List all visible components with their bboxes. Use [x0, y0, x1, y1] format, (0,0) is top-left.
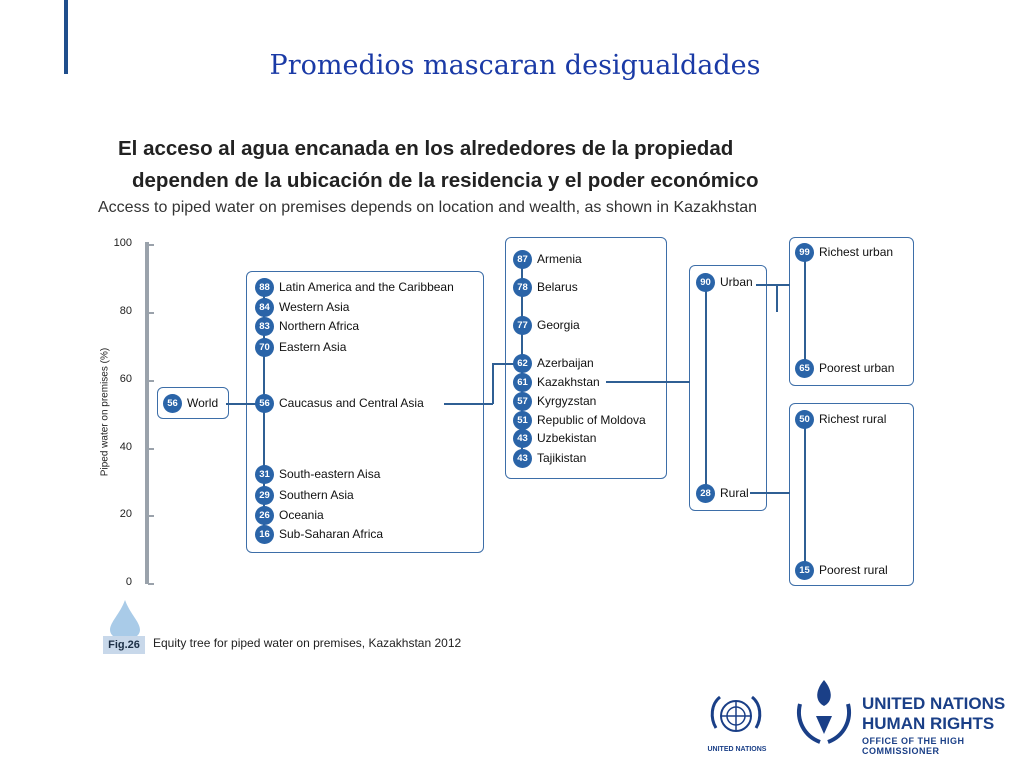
node-label: Richest rural — [819, 412, 887, 426]
value-badge: 28 — [696, 484, 715, 503]
node-label: Northern Africa — [279, 319, 360, 333]
node-region — [255, 394, 424, 412]
y-tick-label: 20 — [119, 508, 132, 520]
slide-title: Promedios mascaran desigualdades — [269, 50, 761, 81]
node-region — [255, 298, 349, 316]
ohchr-text-line-2: HUMAN RIGHTS — [862, 714, 995, 733]
ohchr-text-line-1: UNITED NATIONS — [862, 694, 1006, 713]
node-region — [255, 338, 346, 356]
node-label: Belarus — [537, 280, 578, 294]
node-label: Rural — [720, 486, 749, 500]
y-axis-label: Piped water on premises (%) — [99, 347, 111, 477]
subtitle-line-1: El acceso al agua encanada en los alrededores de la propiedad — [118, 137, 734, 160]
value-badge: 15 — [795, 561, 814, 580]
node-region — [255, 486, 354, 504]
node-world — [163, 394, 218, 412]
node-label: Tajikistan — [537, 451, 587, 465]
connector-urban-diagonal — [776, 284, 778, 312]
y-tick-mark — [148, 448, 154, 450]
slide-subtitle — [118, 133, 759, 197]
node-label: Poorest urban — [819, 361, 895, 375]
node-label: South-eastern Aisa — [279, 467, 381, 481]
value-badge: 57 — [513, 392, 532, 411]
node-country — [513, 278, 578, 296]
value-badge: 43 — [513, 429, 532, 448]
node-country — [513, 449, 586, 467]
node-label: Georgia — [537, 318, 580, 332]
node-country — [513, 411, 646, 429]
value-badge: 90 — [696, 273, 715, 292]
y-axis-line — [145, 242, 149, 584]
node-label: World — [187, 396, 219, 410]
node-label: Armenia — [537, 252, 582, 266]
value-badge: 56 — [255, 394, 274, 413]
value-badge: 26 — [255, 506, 274, 525]
node-label: Poorest rural — [819, 563, 888, 577]
connector-urban-wealth-vertical — [804, 252, 806, 368]
area-box — [689, 265, 767, 511]
connector-caucasus-countries — [444, 403, 493, 405]
node-area — [696, 484, 749, 502]
node-country — [513, 250, 582, 268]
node-area — [696, 273, 753, 291]
node-label: Sub-Saharan Africa — [279, 527, 384, 541]
value-badge: 78 — [513, 278, 532, 297]
value-badge: 43 — [513, 449, 532, 468]
node-label: Oceania — [279, 508, 324, 522]
value-badge: 77 — [513, 316, 532, 335]
node-label: Urban — [720, 275, 753, 289]
node-region — [255, 317, 359, 335]
figure-caption: Equity tree for piped water on premises, Kazakhstan 2012 — [153, 636, 462, 650]
node-label: Kyrgyzstan — [537, 394, 597, 408]
node-country — [513, 373, 600, 391]
node-rural-wealth — [795, 410, 886, 428]
node-label: Azerbaijan — [537, 356, 594, 370]
y-tick-label: 0 — [125, 576, 132, 588]
value-badge: 83 — [255, 317, 274, 336]
water-drop-icon — [108, 600, 142, 640]
value-badge: 31 — [255, 465, 274, 484]
y-tick-label: 60 — [119, 373, 132, 385]
node-label: Kazakhstan — [537, 375, 600, 389]
value-badge: 70 — [255, 338, 274, 357]
node-rural-wealth — [795, 561, 888, 579]
node-label: Republic of Moldova — [537, 413, 646, 427]
node-country — [513, 354, 594, 372]
ohchr-text-line-3: OFFICE OF THE HIGH COMMISSIONER — [862, 736, 965, 756]
figure-number: Fig.26 — [103, 636, 145, 654]
rural-wealth-box — [789, 403, 914, 586]
value-badge: 99 — [795, 243, 814, 262]
y-tick-label: 40 — [119, 441, 132, 453]
y-tick-label: 100 — [113, 237, 132, 249]
value-badge: 16 — [255, 525, 274, 544]
y-tick-mark — [148, 312, 154, 314]
connector-rural-wealth — [750, 492, 790, 494]
node-region — [255, 506, 324, 524]
value-badge: 29 — [255, 486, 274, 505]
value-badge: 62 — [513, 354, 532, 373]
y-tick-mark — [148, 244, 154, 246]
connector-kazakhstan-area — [606, 381, 690, 383]
figure-top-caption: Access to piped water on premises depends on location and wealth, as shown in Kazakhstan — [98, 199, 758, 216]
value-badge: 50 — [795, 410, 814, 429]
y-tick-mark — [148, 380, 154, 382]
node-country — [513, 392, 596, 410]
value-badge: 88 — [255, 278, 274, 297]
y-tick-mark — [148, 515, 154, 517]
node-region — [255, 465, 380, 483]
ohchr-emblem-icon — [792, 676, 856, 748]
y-tick-label: 80 — [119, 305, 132, 317]
node-label: Richest urban — [819, 245, 894, 259]
value-badge: 56 — [163, 394, 182, 413]
connector-countries-stub — [492, 363, 514, 365]
connector-diagonal — [492, 363, 494, 404]
node-label: Southern Asia — [279, 488, 354, 502]
value-badge: 87 — [513, 250, 532, 269]
node-region — [255, 525, 383, 543]
value-badge: 61 — [513, 373, 532, 392]
node-label: Eastern Asia — [279, 340, 347, 354]
value-badge: 51 — [513, 411, 532, 430]
node-label: Uzbekistan — [537, 431, 597, 445]
node-urban-wealth — [795, 243, 893, 261]
node-country — [513, 429, 596, 447]
value-badge: 65 — [795, 359, 814, 378]
subtitle-line-2: dependen de la ubicación de la residencia y el poder económico — [132, 169, 759, 192]
node-label: Latin America and the Caribbean — [279, 280, 454, 294]
value-badge: 84 — [255, 298, 274, 317]
node-urban-wealth — [795, 359, 894, 377]
node-label: Caucasus and Central Asia — [279, 396, 424, 410]
connector-rural-wealth-vertical — [804, 419, 806, 570]
un-logo-text: UNITED NATIONS — [707, 746, 767, 753]
node-country — [513, 316, 580, 334]
connector-urban-wealth — [756, 284, 790, 286]
node-label: Western Asia — [279, 300, 350, 314]
y-tick-mark — [148, 583, 154, 585]
un-emblem-icon — [706, 692, 766, 744]
connector-area-vertical — [705, 282, 707, 493]
node-region — [255, 278, 454, 296]
